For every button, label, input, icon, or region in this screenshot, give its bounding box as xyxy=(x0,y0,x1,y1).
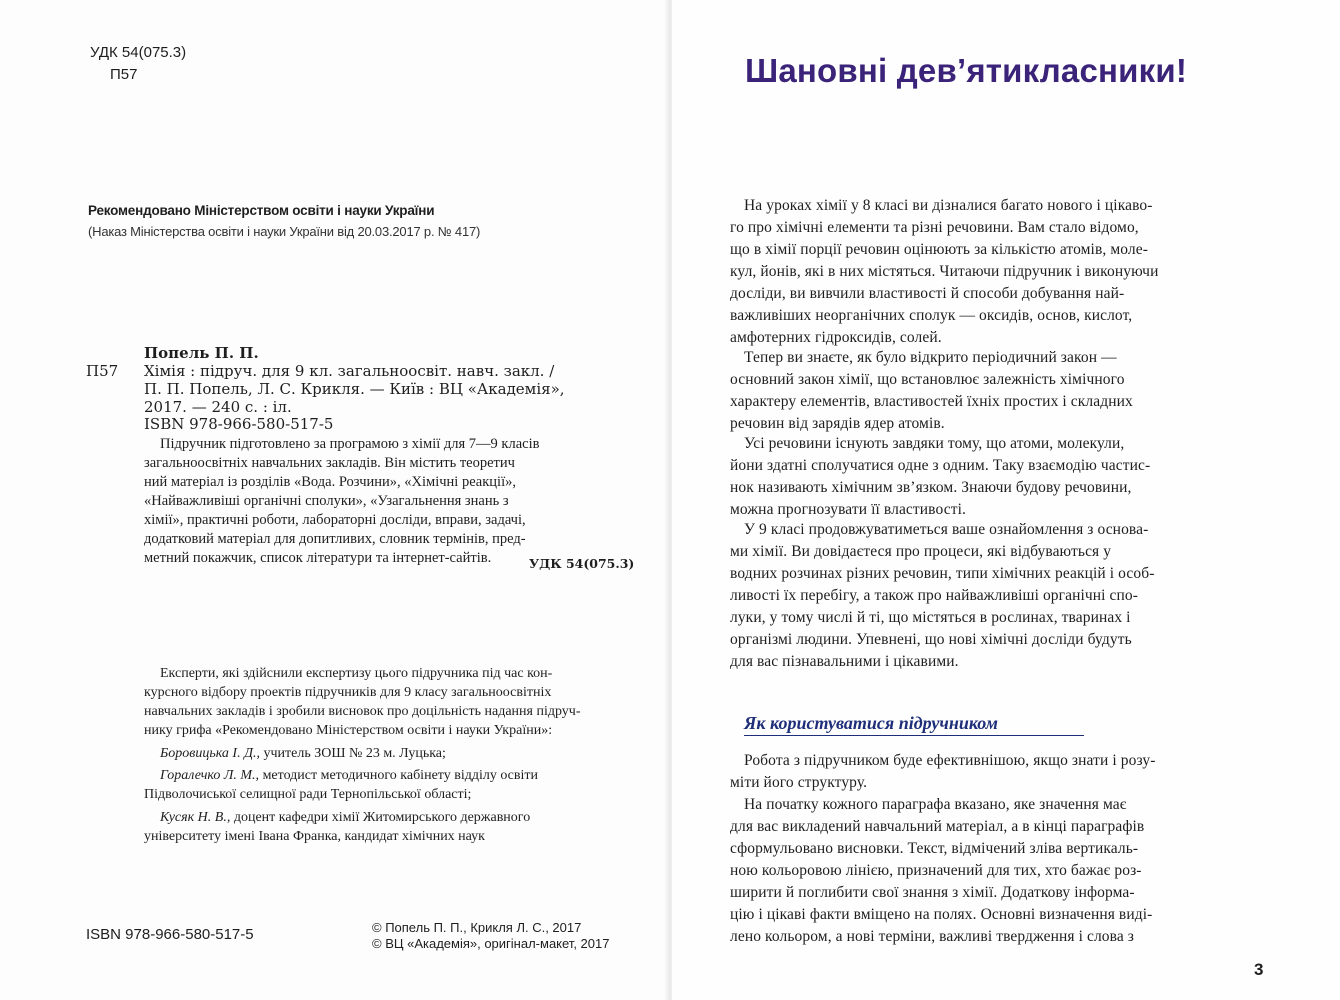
udc-code: УДК 54(075.3) xyxy=(90,44,187,61)
bibliographic-line: Хімія : підруч. для 9 кл. загальноосвіт. навч. закл. / xyxy=(144,362,555,380)
expert-detail: Підволочиської селищної ради Тернопільської області; xyxy=(144,787,472,802)
section-line: ною кольоровою лінією, призначений для тих, хто бажає роз- xyxy=(730,862,1142,879)
section-line: сформульовано висновки. Текст, відмічений зліва вертикаль- xyxy=(730,840,1139,857)
intro-line: речовин від зарядів ядер атомів. xyxy=(730,415,945,432)
intro-line: ми хімії. Ви довідаєтеся про процеси, які відбуваються у xyxy=(730,543,1112,560)
catalog-code: П57 xyxy=(110,66,138,83)
intro-line: водних розчинах різних речовин, типи хімічних реакцій і особ- xyxy=(730,565,1155,582)
intro-line: досліди, ви вивчили властивості й способи добування най- xyxy=(730,285,1125,302)
page-number: 3 xyxy=(1254,960,1264,979)
intro-line: Усі речовини існують завдяки тому, що атоми, молекули, xyxy=(744,435,1125,452)
intro-line: нок називають хімічним зв’язком. Знаючи будову речовини, xyxy=(730,479,1132,496)
bibliographic-line: П. П. Попель, Л. С. Крикля. — Київ : ВЦ «Академія», xyxy=(144,380,565,398)
udc-block xyxy=(90,42,186,86)
annotation-line: хімії», практичні роботи, лабораторні досліди, вправи, задачі, xyxy=(144,512,526,528)
annotation-line: ний матеріал із розділів «Вода. Розчини», «Хімічні реакції», xyxy=(144,474,516,490)
intro-line: йони здатні сполучатися одне з одним. Таку взаємодію частис- xyxy=(730,457,1151,474)
intro-line: організмі людини. Упевнені, що нові хімічні досліди будуть xyxy=(730,631,1132,648)
isbn-bottom: ISBN 978-966-580-517-5 xyxy=(86,926,254,943)
udc-small: УДК 54(075.3) xyxy=(529,556,635,571)
copyright-line: © Попель П. П., Крикля Л. С., 2017 xyxy=(372,920,582,935)
catalog-mark: П57 xyxy=(86,362,119,380)
intro-line: амфотерних гідроксидів, солей. xyxy=(730,329,942,346)
intro-line: що в хімії порції речовин оцінюють за кількістю атомів, моле- xyxy=(730,241,1148,258)
section-line: міти його структуру. xyxy=(730,774,868,791)
section-line: ширити й поглибити свої знання з хімії. Додаткову інформа- xyxy=(730,884,1135,901)
annotation-line: загальноосвітніх навчальних закладів. Він містить теоретич xyxy=(144,455,515,471)
bibliographic-line: 2017. — 240 с. : іл. xyxy=(144,398,292,416)
section-line: цію і цікаві факти вміщено на полях. Основні визначення виді- xyxy=(730,906,1153,923)
expert-entry xyxy=(160,746,446,762)
section-title: Як користуватися підручником xyxy=(744,713,998,733)
section-line: для вас викладений навчальний матеріал, а в кінці параграфів xyxy=(730,818,1145,835)
intro-line: Тепер ви знаєте, як було відкрито періодичний закон — xyxy=(744,349,1117,366)
intro-line: важливіших неорганічних сполук — оксидів, основ, кислот, xyxy=(730,307,1133,324)
intro-line: ливості їх перебігу, а також про найважливіші органічні спо- xyxy=(730,587,1139,604)
author-heading: Попель П. П. xyxy=(144,344,259,362)
section-line: Робота з підручником буде ефективнішою, якщо знати і розу- xyxy=(744,752,1156,769)
left-page xyxy=(0,0,668,1000)
intro-line: го про хімічні елементи та різні речовини. Вам стало відомо, xyxy=(730,219,1139,236)
experts-line: нику грифа «Рекомендовано Міністерством освіти і науки України»: xyxy=(144,723,553,738)
section-line: лено кольором, а нові терміни, важливі твердження і слова з xyxy=(730,928,1135,945)
annotation-line: додатковий матеріал для допитливих, словник термінів, пред- xyxy=(144,531,526,547)
intro-line: можна прогнозувати її властивості. xyxy=(730,501,966,518)
intro-line: У 9 класі продовжуватиметься ваше ознайомлення з основа- xyxy=(744,521,1149,538)
isbn-catalog: ISBN 978-966-580-517-5 xyxy=(144,415,334,433)
expert-name: Кусяк Н. В., xyxy=(160,810,231,825)
intro-line: для вас пізнавальними і цікавими. xyxy=(730,653,959,670)
order-note: (Наказ Міністерства освіти і науки України від 20.03.2017 р. № 417) xyxy=(88,224,481,239)
section-line: На початку кожного параграфа вказано, яке значення має xyxy=(744,796,1127,813)
intro-line: кул, йонів, які в них містяться. Читаючи підручник і виконуючи xyxy=(730,263,1159,280)
experts-line: курсного відбору проектів підручників для 9 класу загальноосвітніх xyxy=(144,685,552,700)
copyright-line: © ВЦ «Академія», оригінал-макет, 2017 xyxy=(372,936,610,951)
annotation-line: «Найважливіші органічні сполуки», «Узагальнення знань з xyxy=(144,493,509,509)
intro-line: луки, у тому числі й ті, що містяться в рослинах, тваринах і xyxy=(730,609,1131,626)
intro-line: На уроках хімії у 8 класі ви дізналися багато нового і цікаво- xyxy=(744,197,1153,214)
expert-detail: доцент кафедри хімії Житомирського державного xyxy=(233,810,531,825)
recommendation: Рекомендовано Міністерством освіти і науки України xyxy=(88,203,435,218)
page-title: Шановні дев’ятикласники! xyxy=(745,52,1188,89)
expert-detail: методист методичного кабінету відділу освіти xyxy=(262,768,539,783)
intro-line: основний закон хімії, що встановлює залежність хімічного xyxy=(730,371,1125,388)
intro-line: характеру елементів, властивостей їхніх простих і складних xyxy=(730,393,1133,410)
expert-name: Боровицька І. Д., xyxy=(160,746,260,761)
section-underline xyxy=(744,735,1084,736)
experts-line: навчальних закладів і зробили висновок про доцільність надання підруч- xyxy=(144,704,581,719)
annotation-line: метний покажчик, список літератури та інтернет-сайтів. xyxy=(144,550,492,566)
expert-detail: учитель ЗОШ № 23 м. Луцька; xyxy=(263,746,446,761)
expert-detail: університету імені Івана Франка, кандидат хімічних наук xyxy=(144,829,485,844)
annotation-line: Підручник підготовлено за програмою з хімії для 7—9 класів xyxy=(160,436,540,452)
expert-entry xyxy=(160,810,530,826)
experts-line: Експерти, які здійснили експертизу цього підручника під час кон- xyxy=(160,666,553,681)
expert-name: Горалечко Л. М., xyxy=(160,768,260,783)
expert-entry xyxy=(160,768,538,784)
